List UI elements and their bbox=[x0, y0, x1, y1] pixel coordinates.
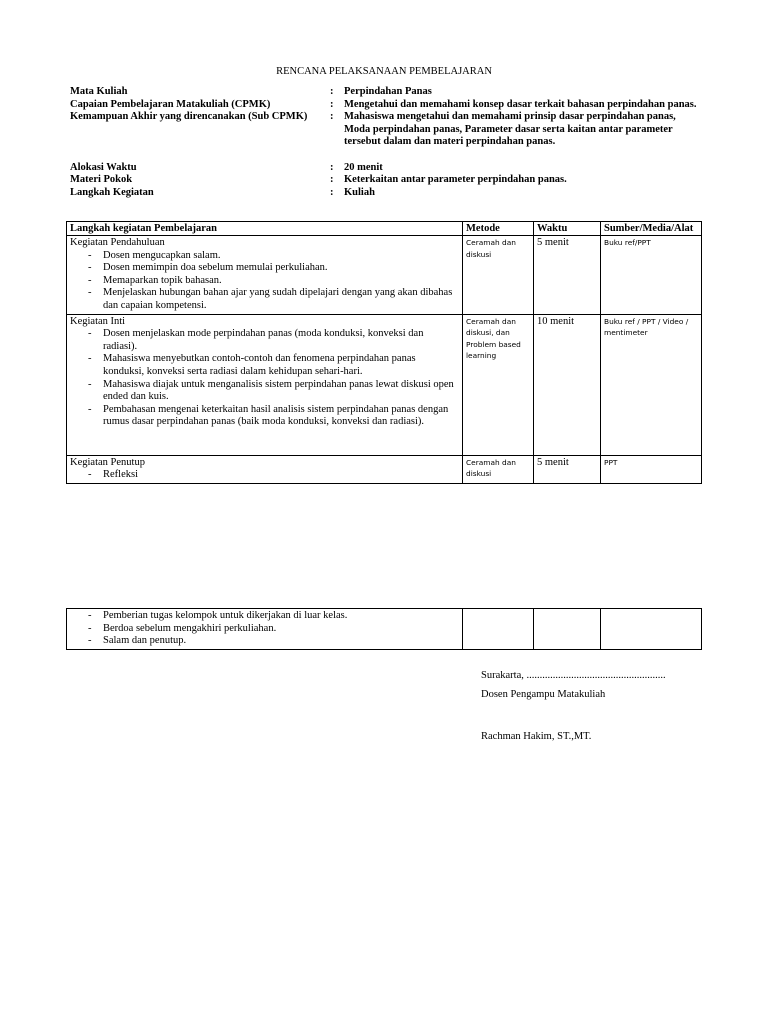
method-cell: Ceramah dan diskusi, dan Problem based learning bbox=[463, 314, 534, 455]
activity-table bbox=[66, 221, 702, 484]
info-row-cpmk: Capaian Pembelajaran Matakuliah (CPMK) : Mengetahui dan memahami konsep dasar terkait bahasan perpindahan panas. bbox=[70, 99, 700, 112]
table-header-row bbox=[67, 222, 702, 236]
table-row bbox=[67, 455, 702, 483]
time-cell: 10 menit bbox=[534, 314, 601, 455]
section-title: Kegiatan Inti bbox=[70, 315, 126, 327]
method-cell: Ceramah dan diskusi bbox=[463, 236, 534, 315]
info-label: Kemampuan Akhir yang direncanakan (Sub CPMK) bbox=[70, 111, 308, 123]
activity-list bbox=[70, 250, 459, 313]
course-info bbox=[70, 86, 700, 199]
activity-list bbox=[70, 610, 459, 648]
info-label: Materi Pokok bbox=[70, 174, 133, 186]
list-item: - Menjelaskan hubungan bahan ajar yang sudah dipelajari dengan yang akan dibahas dan capaian kompetensi. bbox=[103, 287, 459, 312]
list-item: - Pembahasan mengenai keterkaitan hasil analisis sistem perpindahan panas dengan rumus dasar perpindahan panas (baik moda konduksi, konveksi dan radiasi). bbox=[103, 404, 459, 429]
place-date: Surakarta, ..................................................... bbox=[481, 670, 666, 681]
info-row-topic: Materi Pokok : Keterkaitan antar parameter perpindahan panas. bbox=[70, 174, 700, 187]
info-row-time: Alokasi Waktu : 20 menit bbox=[70, 162, 700, 175]
list-item: - Mahasiswa menyebutkan contoh-contoh dan fenomena perpindahan panas konduksi, konveksi serta radiasi dalam kehidupan sehari-hari. bbox=[103, 353, 459, 378]
list-item: - Refleksi bbox=[103, 469, 459, 482]
activity-cell bbox=[67, 455, 463, 483]
column-header: Metode bbox=[463, 222, 534, 236]
list-item: - Dosen menjelaskan mode perpindahan panas (moda konduksi, konveksi dan radiasi). bbox=[103, 328, 459, 353]
info-row-activity: Langkah Kegiatan : Kuliah bbox=[70, 187, 700, 200]
list-item: - Berdoa sebelum mengakhiri perkuliahan. bbox=[103, 623, 459, 636]
time-cell: 5 menit bbox=[534, 236, 601, 315]
info-value: Mahasiswa mengetahui dan memahami prinsip dasar perpindahan panas, Moda perpindahan panas, Parameter dasar serta kaitan antar parameter tersebut dalam dan materi perpindahan panas. bbox=[344, 111, 676, 148]
activity-list bbox=[70, 469, 459, 482]
list-item: - Dosen mengucapkan salam. bbox=[103, 250, 459, 263]
table-row bbox=[67, 236, 702, 315]
info-value: 20 menit bbox=[344, 161, 383, 173]
info-value: Perpindahan Panas bbox=[344, 86, 432, 97]
info-value: Mengetahui dan memahami konsep dasar terkait bahasan perpindahan panas. bbox=[344, 98, 697, 110]
table-row bbox=[67, 609, 702, 650]
info-label: Alokasi Waktu bbox=[70, 161, 137, 173]
signatory-role: Dosen Pengampu Matakuliah bbox=[481, 689, 606, 700]
column-header: Waktu bbox=[534, 222, 601, 236]
source-cell bbox=[601, 609, 702, 650]
info-label: Langkah Kegiatan bbox=[70, 186, 154, 198]
method-cell: Ceramah dan diskusi bbox=[463, 455, 534, 483]
info-row-course: Mata Kuliah : Perpindahan Panas bbox=[70, 86, 700, 99]
activity-list bbox=[70, 328, 459, 429]
info-label: Mata Kuliah bbox=[70, 86, 128, 97]
source-cell: Buku ref/PPT bbox=[601, 236, 702, 315]
signatory-name: Rachman Hakim, ST.,MT. bbox=[481, 731, 592, 742]
table-row bbox=[67, 314, 702, 455]
time-cell: 5 menit bbox=[534, 455, 601, 483]
list-item: - Dosen memimpin doa sebelum memulai perkuliahan. bbox=[103, 262, 459, 275]
activity-table-continuation bbox=[66, 608, 702, 650]
info-value: Keterkaitan antar parameter perpindahan panas. bbox=[344, 174, 567, 186]
list-item: - Mahasiswa diajak untuk menganalisis sistem perpindahan panas lewat diskusi open ended dan kuis. bbox=[103, 379, 459, 404]
method-cell bbox=[463, 609, 534, 650]
info-value: Kuliah bbox=[344, 186, 375, 198]
activity-cell bbox=[67, 609, 463, 650]
source-cell: Buku ref / PPT / Video / mentimeter bbox=[601, 314, 702, 455]
info-label: Capaian Pembelajaran Matakuliah (CPMK) bbox=[70, 98, 271, 110]
source-cell: PPT bbox=[601, 455, 702, 483]
list-item: - Pemberian tugas kelompok untuk dikerjakan di luar kelas. bbox=[103, 610, 459, 623]
section-title: Kegiatan Penutup bbox=[70, 456, 145, 468]
list-item: - Salam dan penutup. bbox=[103, 635, 459, 648]
activity-cell bbox=[67, 236, 463, 315]
activity-cell bbox=[67, 314, 463, 455]
section-title: Kegiatan Pendahuluan bbox=[70, 237, 165, 248]
column-header: Sumber/Media/Alat bbox=[601, 222, 702, 236]
info-row-sub-cpmk: Kemampuan Akhir yang direncanakan (Sub CPMK) : Mahasiswa mengetahui dan memahami prinsip dasar perpindahan panas, Moda perpindahan panas, Parameter dasar serta kaitan antar parameter tersebut dalam dan materi perpindahan panas. bbox=[70, 111, 700, 149]
time-cell bbox=[534, 609, 601, 650]
document-title: RENCANA PELAKSANAAN PEMBELAJARAN bbox=[276, 66, 492, 77]
column-header: Langkah kegiatan Pembelajaran bbox=[67, 222, 463, 236]
list-item: - Memaparkan topik bahasan. bbox=[103, 275, 459, 288]
